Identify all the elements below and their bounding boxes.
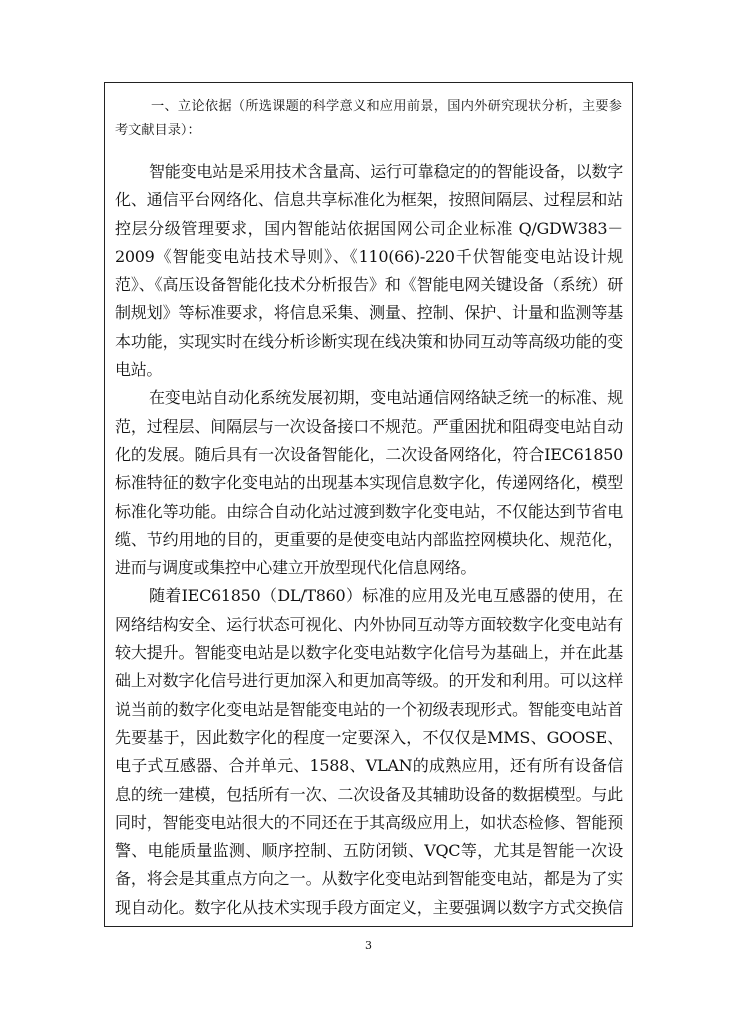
page-number: 3 [365, 939, 372, 952]
paragraph-1: 智能变电站是采用技术含量高、运行可靠稳定的的智能设备，以数字化、通信平台网络化、信息共享标准化为框架，按照间隔层、过程层和站控层分级管理要求，国内智能站依据国网公司企业标准 Q/GDW383－2009《智能变电站技术导则》、《110(66)-220千伏智能变电站设计规范》、《高压设备智能化技术分析报告》和《智能电网关键设备（系统）研制规划》等标准要求，将信息采集、测量、控制、保护、计量和监测等基本功能，实现实时在线分析诊断实现在线决策和协同互动等高级功能的变电站。 [115, 162, 623, 380]
paragraph-2: 在变电站自动化系统发展初期，变电站通信网络缺乏统一的标准、规范，过程层、间隔层与一次设备接口不规范。严重困扰和阻碍变电站自动化的发展。随后具有一次设备智能化，二次设备网络化，符合IEC61850标准特征的数字化变电站的出现基本实现信息数字化，传递网络化，模型标准化等功能。由综合自动化站过渡到数字化变电站，不仅能达到节省电缆、节约用地的目的，更重要的是使变电站内部监控网模块化、规范化，进而与调度或集控中心建立开放型现代化信息网络。 [115, 388, 623, 578]
form-cell-border [104, 82, 633, 927]
document-body [115, 158, 623, 927]
section-heading: 一、立论依据（所选课题的科学意义和应用前景，国内外研究现状分析，主要参考文献目录）： [115, 99, 622, 138]
paragraph-3: 随着IEC61850（DL/T860）标准的应用及光电互感器的使用，在网络结构安全、运行状态可视化、内外协同互动等方面较数字化变电站有较大提升。智能变电站是以数字化变电站数字化信号为基础上，并在此基础上对数字化信号进行更加深入和更加高等级。的开发和利用。可以这样说当前的数字化变电站是智能变电站的一个初级表现形式。智能变电站首先要基于，因此数字化的程度一定要深入，不仅仅是MMS、GOOSE、电子式互感器、合并单元、1588、VLAN的成熟应用，还有所有设备信息的统一建模，包括所有一次、二次设备及其辅助设备的数据模型。与此同时，智能变电站很大的不同还在于其高级应用上，如状态检修、智能预警、电能质量监测、顺序控制、五防闭锁、VQC等，尤其是智能一次设备，将会是其重点方向之一。从数字化变电站到智能变电站，都是为了实现自动化。数字化从技术实现手段方面定义，主要强调以数字方式交换信 [115, 586, 623, 917]
